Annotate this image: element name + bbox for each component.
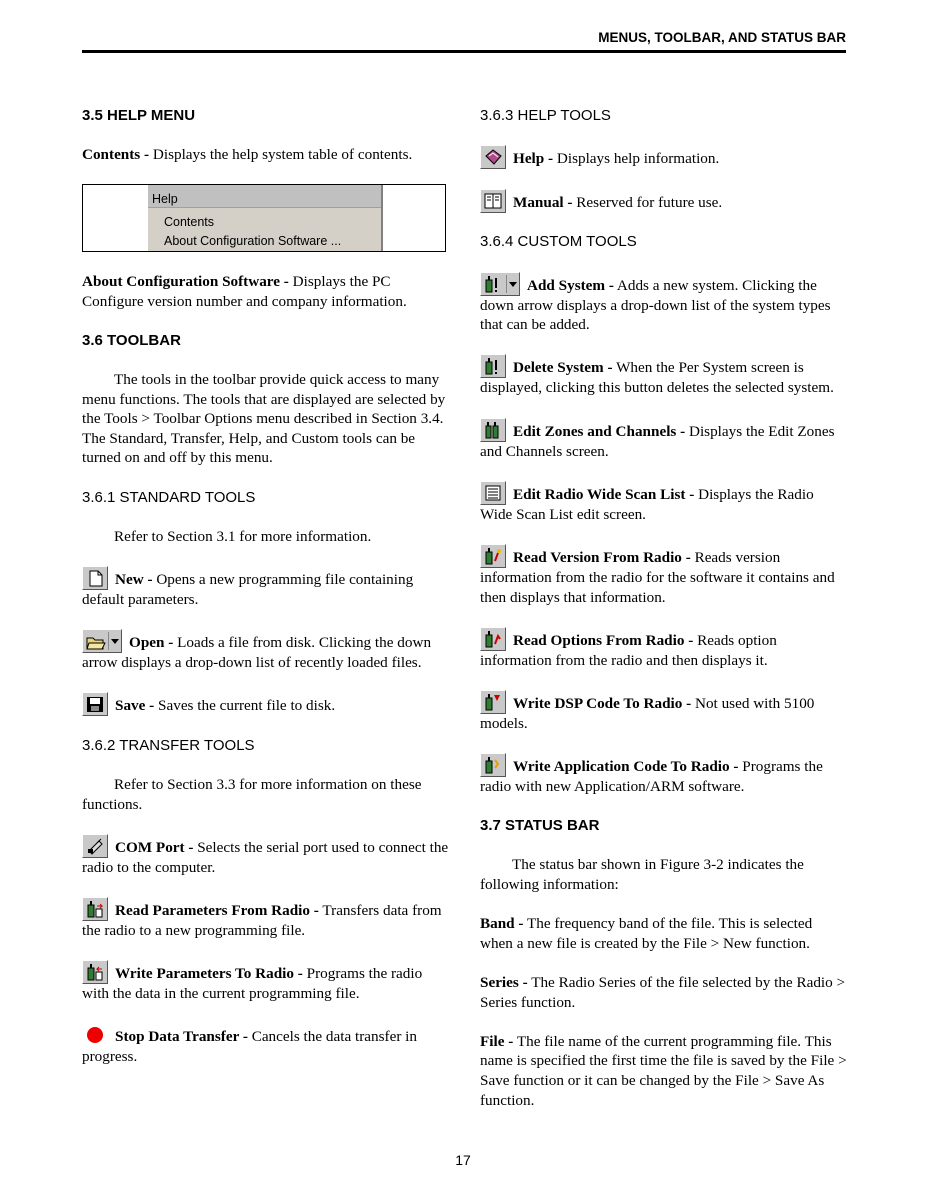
tool-write-parameters: Write Parameters To Radio - Programs the radio with the data in the current programming file. bbox=[82, 960, 450, 1004]
tool-add-system: Add System - Adds a new system. Clicking the down arrow displays a drop-down list of the system types that can be added. bbox=[480, 272, 848, 335]
write-dsp-icon[interactable] bbox=[480, 690, 506, 714]
tool-read-version: Read Version From Radio - Reads version information from the radio for the software it contains and then displays that information. bbox=[480, 544, 848, 607]
tool-write-application: Write Application Code To Radio - Programs the radio with new Application/ARM software. bbox=[480, 753, 848, 797]
tool-read-options: Read Options From Radio - Reads option information from the radio and then displays it. bbox=[480, 627, 848, 671]
tool-com-port: COM Port - Selects the serial port used to connect the radio to the computer. bbox=[82, 834, 450, 878]
help-book-icon[interactable] bbox=[480, 145, 506, 169]
tool-manual: Manual - Reserved for future use. bbox=[480, 189, 848, 213]
add-system-icon[interactable] bbox=[480, 272, 520, 296]
section-heading-standard-tools: 3.6.1 STANDARD TOOLS bbox=[82, 488, 256, 506]
contents-description: Contents - Displays the help system table of contents. bbox=[82, 146, 413, 164]
read-version-icon[interactable] bbox=[480, 544, 506, 568]
save-disk-icon[interactable] bbox=[82, 692, 108, 716]
band-description: Band - The frequency band of the file. This is selected when a new file is created by the File > New function. bbox=[480, 915, 813, 952]
menu-item-contents[interactable]: Contents bbox=[164, 215, 215, 230]
section-heading-custom-tools: 3.6.4 CUSTOM TOOLS bbox=[480, 233, 637, 251]
transfer-tools-paragraph: Refer to Section 3.3 for more information on these functions. bbox=[82, 776, 422, 813]
help-menu-title[interactable]: Help bbox=[152, 192, 178, 207]
page-number: 17 bbox=[455, 1152, 471, 1168]
tool-delete-system: Delete System - When the Per System screen is displayed, clicking this button deletes the selected system. bbox=[480, 354, 848, 398]
com-port-icon[interactable] bbox=[82, 834, 108, 858]
help-menu-panel bbox=[148, 185, 383, 251]
tool-save: Save - Saves the current file to disk. bbox=[82, 692, 450, 716]
read-options-icon[interactable] bbox=[480, 627, 506, 651]
scan-list-icon[interactable] bbox=[480, 481, 506, 505]
about-description: About Configuration Software - Displays the PC Configure version number and company information. bbox=[82, 272, 407, 310]
manual-icon[interactable] bbox=[480, 189, 506, 213]
chevron-down-icon[interactable] bbox=[108, 632, 120, 650]
right-column bbox=[480, 106, 848, 1130]
standard-tools-paragraph: Refer to Section 3.1 for more information. bbox=[114, 527, 372, 545]
edit-zones-icon[interactable] bbox=[480, 418, 506, 442]
status-bar-paragraph: The status bar shown in Figure 3-2 indicates the following information: bbox=[480, 856, 804, 894]
stop-icon[interactable] bbox=[82, 1023, 108, 1047]
tool-new: New - Opens a new programming file containing default parameters. bbox=[82, 566, 450, 610]
toolbar-paragraph: The tools in the toolbar provide quick access to many menu functions. The tools that are displayed are selected by the Tools > Toolbar Options menu described in Section 3.4. The Standard, Transfer, Help, and Custom tools can be turned on and off by this menu. bbox=[82, 370, 446, 467]
section-heading-help-menu: 3.5 HELP MENU bbox=[82, 107, 196, 124]
read-radio-icon[interactable] bbox=[82, 897, 108, 921]
tool-stop-data-transfer: Stop Data Transfer - Cancels the data transfer in progress. bbox=[82, 1023, 450, 1067]
write-radio-icon[interactable] bbox=[82, 960, 108, 984]
section-heading-status-bar: 3.7 STATUS BAR bbox=[480, 817, 600, 835]
help-menu-screenshot bbox=[82, 184, 446, 252]
help-menu-bar bbox=[148, 185, 381, 208]
write-app-icon[interactable] bbox=[480, 753, 506, 777]
running-header: MENUS, TOOLBAR, AND STATUS BAR bbox=[82, 30, 846, 53]
tool-edit-scan-list: Edit Radio Wide Scan List - Displays the Radio Wide Scan List edit screen. bbox=[480, 481, 848, 525]
menu-item-about[interactable]: About Configuration Software ... bbox=[164, 234, 342, 249]
left-column bbox=[82, 106, 450, 1087]
tool-read-parameters: Read Parameters From Radio - Transfers data from the radio to a new programming file. bbox=[82, 897, 450, 941]
delete-system-icon[interactable] bbox=[480, 354, 506, 378]
open-folder-icon[interactable] bbox=[82, 629, 122, 653]
section-heading-transfer-tools: 3.6.2 TRANSFER TOOLS bbox=[82, 736, 255, 754]
tool-edit-zones: Edit Zones and Channels - Displays the Edit Zones and Channels screen. bbox=[480, 418, 848, 462]
section-heading-toolbar: 3.6 TOOLBAR bbox=[82, 331, 181, 349]
chevron-down-icon[interactable] bbox=[506, 275, 518, 293]
file-description: File - The file name of the current programming file. This name is specified the first time the file is saved by the File > Save function or it can be changed by the File > Save As function. bbox=[480, 1032, 847, 1109]
tool-open: Open - Loads a file from disk. Clicking the down arrow displays a drop-down list of recently loaded files. bbox=[82, 629, 450, 673]
tool-write-dsp: Write DSP Code To Radio - Not used with 5100 models. bbox=[480, 690, 848, 734]
section-heading-help-tools: 3.6.3 HELP TOOLS bbox=[480, 107, 611, 124]
tool-help: Help - Displays help information. bbox=[480, 145, 848, 169]
new-file-icon[interactable] bbox=[82, 566, 108, 590]
series-description: Series - The Radio Series of the file selected by the Radio > Series function. bbox=[480, 974, 846, 1011]
